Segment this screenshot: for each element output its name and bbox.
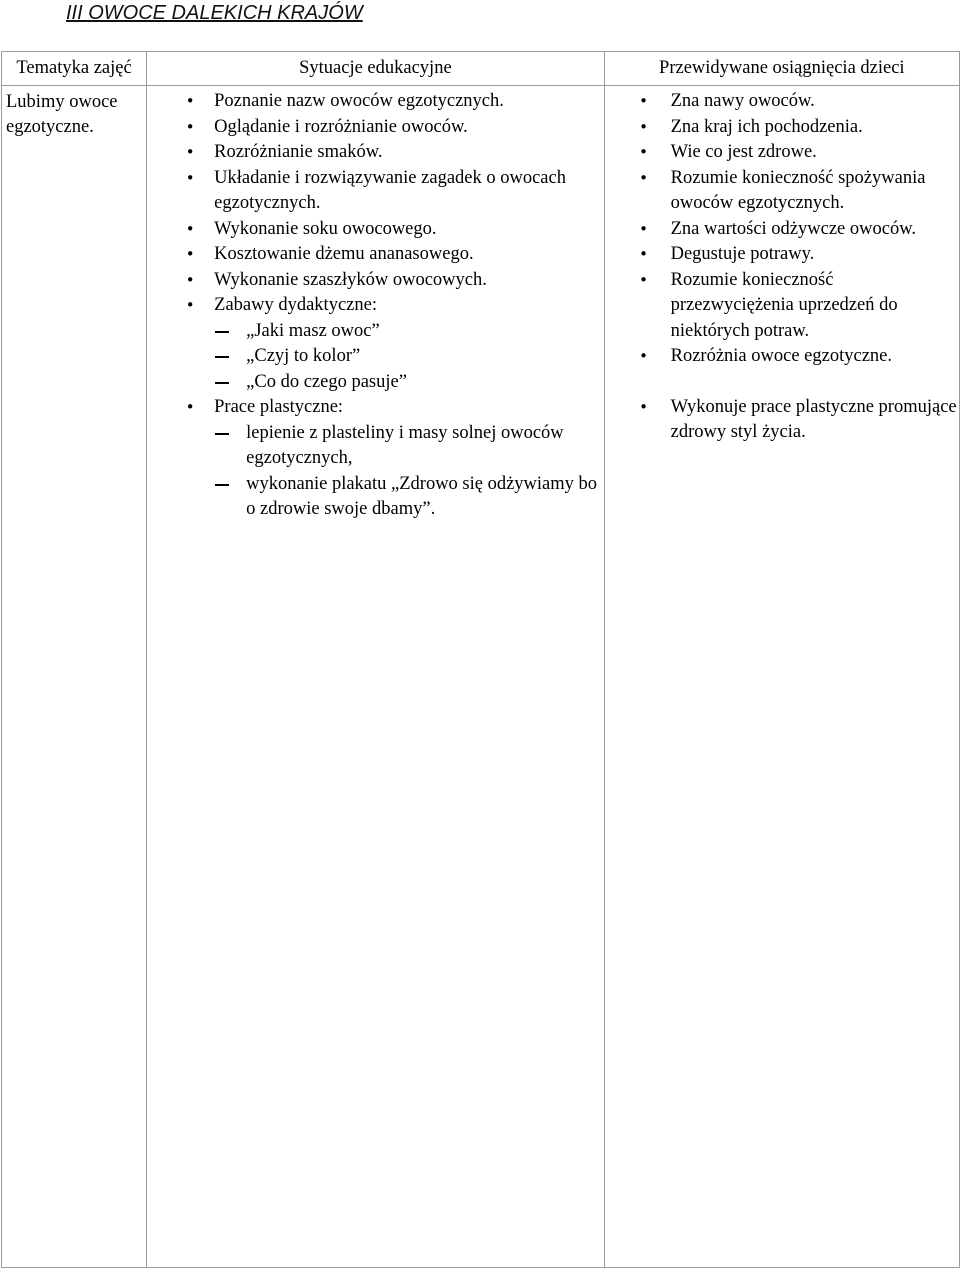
list-item: • Rozumie konieczność przezwyciężenia uprzedzeń do niektórych potraw. <box>605 268 959 345</box>
list-item: • Zna nawy owoców. <box>605 89 959 115</box>
bullet-icon: • <box>185 270 195 289</box>
dash-icon <box>215 382 229 384</box>
bullet-icon: • <box>185 117 195 136</box>
sublist-item: lepienie z plasteliny i masy solnej owoców egzotycznych, <box>213 421 603 472</box>
list-item: • Wykonanie soku owocowego. <box>147 217 603 243</box>
outcomes-list <box>605 86 959 446</box>
list-item: • Rozróżnia owoce egzotyczne. <box>605 344 959 370</box>
bullet-icon: • <box>639 347 649 365</box>
list-item: • Układanie i rozwiązywanie zagadek o owocach egzotycznych. <box>147 166 603 217</box>
bullet-icon: • <box>639 245 649 263</box>
table-header-row <box>2 52 960 86</box>
sublist-item: „Co do czego pasuje” <box>213 370 603 396</box>
list-item-art: • Prace plastyczne: lepienie z plasteliny i masy solnej owoców egzotycznych, wykonanie plakatu „Zdrowo się odżywiamy bo o zdrowie swoje dbamy”. <box>147 395 603 523</box>
list-item: • Poznanie nazw owoców egzotycznych. <box>147 89 603 115</box>
situations-list <box>147 86 603 523</box>
dash-icon <box>215 356 229 358</box>
list-item: • Wykonanie szaszłyków owocowych. <box>147 268 603 294</box>
list-item: • Rozumie konieczność spożywania owoców egzotycznych. <box>605 166 959 217</box>
list-item: • Wykonuje prace plastyczne promujące zdrowy styl życia. <box>605 395 959 446</box>
bullet-icon: • <box>185 143 195 161</box>
outcomes-cell <box>604 86 959 1268</box>
art-list <box>214 421 603 523</box>
bullet-icon: • <box>639 397 649 416</box>
bullet-icon: • <box>639 168 649 187</box>
dash-icon <box>215 433 229 435</box>
bullet-icon: • <box>639 92 649 110</box>
bullet-icon: • <box>639 219 649 238</box>
list-item: • Degustuje potrawy. <box>605 242 959 268</box>
bullet-icon: • <box>185 219 195 238</box>
bullet-icon: • <box>639 143 649 161</box>
list-item: • Wie co jest zdrowe. <box>605 140 959 166</box>
list-item: • Kosztowanie dżemu ananasowego. <box>147 242 603 268</box>
list-item: • Rozróżnianie smaków. <box>147 140 603 166</box>
dash-icon <box>215 331 229 333</box>
bullet-icon: • <box>185 296 195 314</box>
list-item: • Zna kraj ich pochodzenia. <box>605 115 959 141</box>
bullet-icon: • <box>639 270 649 289</box>
topic-cell: Lubimy owoce egzotyczne. <box>2 86 147 1268</box>
lesson-plan-table <box>1 51 960 1268</box>
header-situations: Sytuacje edukacyjne <box>147 52 604 86</box>
sublist-item: „Czyj to kolor” <box>213 344 603 370</box>
bullet-icon: • <box>185 92 195 110</box>
dash-icon <box>215 484 229 486</box>
list-item: • Zna wartości odżywcze owoców. <box>605 217 959 243</box>
sublist-item: wykonanie plakatu „Zdrowo się odżywiamy bo o zdrowie swoje dbamy”. <box>213 472 603 523</box>
header-topic: Tematyka zajęć <box>2 52 147 86</box>
list-item: • Oglądanie i rozróżnianie owoców. <box>147 115 603 141</box>
page-title: III OWOCE DALEKICH KRAJÓW <box>66 2 363 24</box>
situations-cell <box>147 86 604 1268</box>
table-row <box>2 86 960 1268</box>
sublist-item: „Jaki masz owoc” <box>213 319 603 345</box>
bullet-icon: • <box>639 117 649 136</box>
list-item-games: • Zabawy dydaktyczne: „Jaki masz owoc” „Czyj to kolor” „Co do czego pasuje” <box>147 293 603 395</box>
games-list <box>214 319 603 396</box>
bullet-icon: • <box>185 245 195 263</box>
bullet-icon: • <box>185 398 195 416</box>
bullet-icon: • <box>185 168 195 187</box>
header-outcomes: Przewidywane osiągnięcia dzieci <box>604 52 959 86</box>
